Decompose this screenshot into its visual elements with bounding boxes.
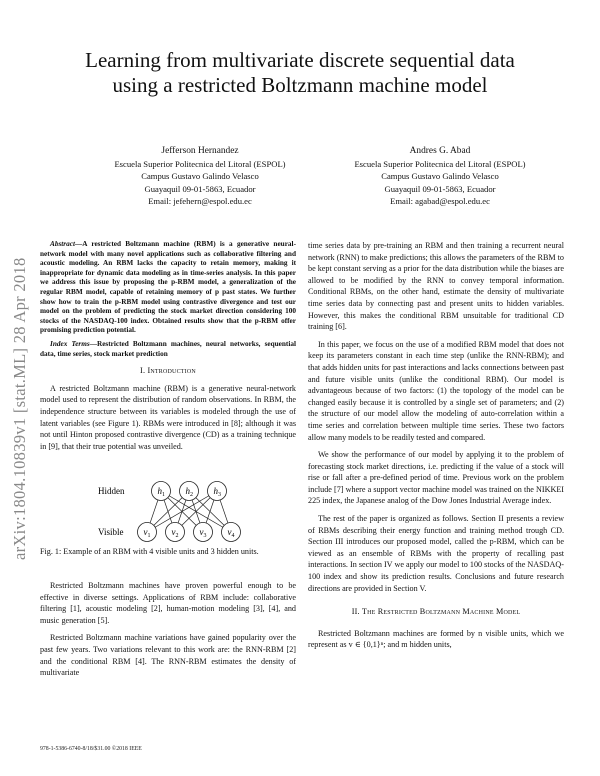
visible-layer-label: Visible: [98, 527, 124, 537]
paper-title: [40, 48, 560, 98]
left-column-lower: [40, 580, 296, 685]
hidden-unit-subscript: 1: [162, 492, 165, 498]
paragraph: The rest of the paper is organized as follows. Section II presents a review of RBMs describing their energy function and training method trough CD. Section III introduces our proposed model, called the p-RBM, which can be viewed as an ensemble of RBMs with the property of recalling past interactions. In section IV we apply our model to 100 stocks of the NASDAQ-100 index and show its prediction results. Conclusions and future research directions are provided in Section V.: [308, 514, 564, 593]
author-city: Guayaquil 09-01-5863, Ecuador: [144, 183, 256, 194]
hidden-layer-label: Hidden: [98, 486, 125, 496]
visible-unit-subscript: 2: [175, 533, 179, 539]
paragraph: time series data by pre-training an RBM and then training a recurrent neural network (RNN) to make predictions; this allows the parameters of the RBM to be kept constant serving as a prior for the data distribution while the biases are allowed to be modified by the RNN to convey temporal information. Conditional RBMs, on the other hand, estimate the density of multivariate time series data by connecting past and present units to hidden variables. However, this makes the conditional RBM unsuitable for traditional CD training [6].: [308, 241, 564, 332]
title-line-1: Learning from multivariate discrete sequential data: [85, 48, 515, 72]
hidden-unit-label: $h_3$: [213, 486, 221, 498]
hidden-unit-3: [208, 482, 227, 501]
paragraph: Restricted Boltzmann machines have proven powerful enough to be effective in diverse settings. Applications of RBM include: collaborative filtering [1], acoustic modeling [2], human-motion modeling [3], [4], and music generation [5].: [40, 581, 296, 625]
visible-units: [138, 523, 241, 542]
author-affiliation: Escuela Superior Politecnica del Litoral (ESPOL): [354, 158, 526, 169]
hidden-unit-1: [152, 482, 171, 501]
hidden-unit-label: $h_1$: [157, 486, 165, 498]
visible-unit-label: $v_2$: [171, 527, 179, 539]
right-column: [308, 240, 564, 657]
paragraph: We show the performance of our model by applying it to the problem of forecasting stock market directions, i.e. predicting if the value of a stock will rise or fall after a pre-defined period of time. Previous work on the problem include [7] where a support vector machine model was trained on the NIKKEI 225 index, the Japanese analog of the Dow Jones Industrial Average index.: [308, 450, 564, 506]
visible-unit-1: [138, 523, 157, 542]
hidden-units: [152, 482, 227, 501]
title-line-2: using a restricted Boltzmann machine model: [112, 73, 488, 97]
index-terms: [40, 340, 296, 359]
arxiv-stamp: arXiv:1804.10839v1 [stat.ML] 28 Apr 2018: [10, 257, 29, 560]
author-name: Andres G. Abad: [409, 146, 471, 156]
author-email: Email: agabad@espol.edu.ec: [390, 196, 490, 207]
abstract-text: —A restricted Boltzmann machine (RBM) is a generative neural-network model with many novel applications such as collaborative filtering and acoustic modeling. An RBM lacks the capacity to retain memory, making it inappropriate for dynamic data modeling as in time-series analysis. In this paper we address this issue by proposing the p-RBM model, a generalization of the regular RBM model, capable of retaining memory of p past states. We further show how to train the p-RBM model using contrastive divergence and test our model on the problem of predicting the stock market direction considering 100 stocks of the NASDAQ-100 index. Obtained results show that the p-RBM offer promising prediction potential.: [40, 240, 296, 335]
visible-unit-label: $v_4$: [227, 527, 235, 539]
author-campus: Campus Gustavo Galindo Velasco: [381, 171, 499, 182]
author-email: Email: jefehern@espol.edu.ec: [148, 196, 252, 207]
visible-unit-4: [222, 523, 241, 542]
paragraph: In this paper, we focus on the use of a modified RBM model that does not keep its parameters constant in each time step (unlike the RNN-RBM); and that adds hidden units for past interactions and lacks connections between past and future visible units (unlike the conditional RBM). Our model is advantageous because of two factors: (1) the topology of the model can be changed easily because it is controlled by a single set of parameters; and (2) the structure of our model allow the modeling of auto-correlation within a time series and correlation between multiple time series. These two factors allow many models to be readily tested and compared.: [308, 339, 564, 442]
visible-unit-label: $v_3$: [199, 527, 207, 539]
author-city: Guayaquil 09-01-5863, Ecuador: [384, 183, 496, 194]
author-name: Jefferson Hernandez: [161, 146, 239, 156]
index-terms-label: Index Terms: [50, 339, 90, 348]
author-block-2: [325, 145, 555, 208]
hidden-unit-subscript: 2: [190, 492, 193, 498]
author-block-1: [85, 145, 315, 208]
abstract-label: Abstract: [50, 240, 75, 248]
visible-unit-label: $v_1$: [143, 527, 151, 539]
visible-unit-subscript: 1: [147, 533, 151, 539]
visible-unit-2: [166, 523, 185, 542]
abstract: [40, 240, 296, 336]
figure-caption: Fig. 1: Example of an RBM with 4 visible units and 3 hidden units.: [40, 547, 259, 556]
paragraph: A restricted Boltzmann machine (RBM) is a generative neural-network model used to represent the distribution of random observations. In RBM, the independence structure between its variables is modeled through the use of latent variables (see Figure 1). RBMs were introduced in [8]; although it was not until Hinton proposed contrastive divergence (CD) as a training technique in [9], that their true potential was unveiled.: [40, 383, 296, 451]
hidden-unit-subscript: 3: [218, 492, 221, 498]
index-terms-text: —Restricted Boltzmann machines, neural networks, sequential data, time series, stock market prediction: [40, 339, 297, 358]
hidden-unit-2: [180, 482, 199, 501]
paragraph: Restricted Boltzmann machines are formed by n visible units, which we represent as v ∈ {0,1}ⁿ; and m hidden units,: [308, 628, 564, 650]
copyright-footer: 978-1-5386-6740-8/18/$31.00 ©2018 IEEE: [40, 746, 142, 752]
paragraph: Restricted Boltzmann machine variations have gained popularity over the past few years. Two variations relevant to this work are: the RNN-RBM [2] and the conditional RBM [4]. The RNN-RBM estimates the density of multivariate: [40, 633, 296, 678]
section-heading-intro: I. Introduction: [140, 366, 196, 376]
section-heading-rbm: II. The Restricted Boltzmann Machine Model: [351, 607, 521, 617]
visible-unit-subscript: 4: [231, 533, 235, 539]
visible-unit-subscript: 3: [203, 533, 207, 539]
rbm-figure: [96, 475, 296, 550]
left-column: [40, 240, 296, 458]
author-affiliation: Escuela Superior Politecnica del Litoral (ESPOL): [114, 158, 286, 169]
hidden-unit-label: $h_2$: [185, 486, 193, 498]
visible-unit-3: [194, 523, 213, 542]
author-campus: Campus Gustavo Galindo Velasco: [141, 171, 259, 182]
